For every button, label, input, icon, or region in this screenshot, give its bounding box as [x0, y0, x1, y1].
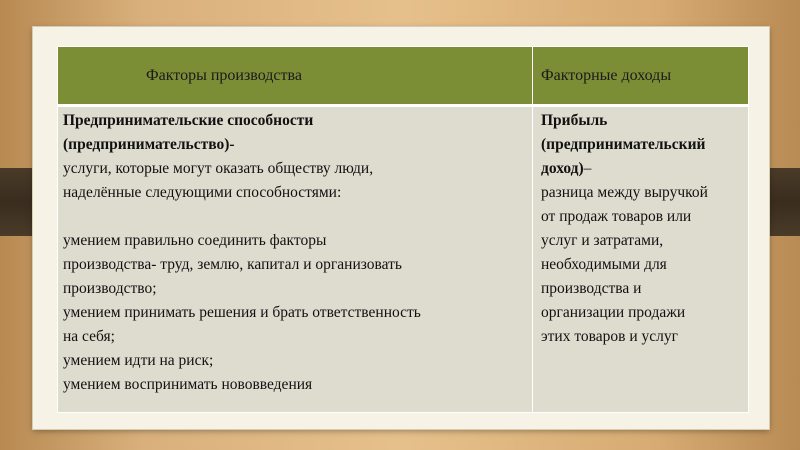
right-title-line-with-dash: [541, 157, 744, 181]
left-intro-line: наделённые следующими способностями:: [63, 184, 342, 201]
ability-line: умением идти на риск;: [63, 352, 214, 369]
slide: [33, 27, 769, 429]
cell-entrepreneurship: [58, 107, 533, 412]
right-title-line: Прибыль: [541, 112, 608, 129]
left-intro-line: услуги, которые могут оказать обществу люди,: [63, 160, 374, 177]
profit-desc-line: разница между выручкой: [541, 184, 708, 201]
profit-desc-line: производства и: [541, 280, 642, 297]
right-title-end: доход): [541, 160, 584, 177]
ability-line: на себя;: [63, 328, 115, 345]
ability-line: умением правильно соединить факторы: [63, 232, 327, 249]
header-factors: Факторы производства: [58, 47, 533, 107]
profit-desc-line: от продаж товаров или: [541, 208, 692, 225]
ability-line: производства- труд, землю, капитал и организовать: [63, 256, 402, 273]
left-title-line: Предпринимательские способности: [63, 112, 314, 129]
spacer: [63, 205, 528, 229]
profit-desc-line: этих товаров и услуг: [541, 328, 678, 345]
right-title-line: (предпринимательский: [541, 136, 706, 153]
left-title-line: (предпринимательство)-: [63, 136, 235, 153]
profit-desc-line: организации продажи: [541, 304, 686, 321]
right-title-dash: –: [583, 160, 592, 177]
profit-desc-line: услуг и затратами,: [541, 232, 664, 249]
ability-line: производство;: [63, 280, 157, 297]
factors-table: [57, 46, 749, 413]
ability-line: умением воспринимать нововведения: [63, 376, 313, 393]
header-incomes: Факторные доходы: [533, 47, 748, 107]
profit-desc-line: необходимыми для: [541, 256, 667, 273]
ability-line: умением принимать решения и брать ответственность: [63, 304, 421, 321]
cell-profit: [533, 107, 748, 412]
